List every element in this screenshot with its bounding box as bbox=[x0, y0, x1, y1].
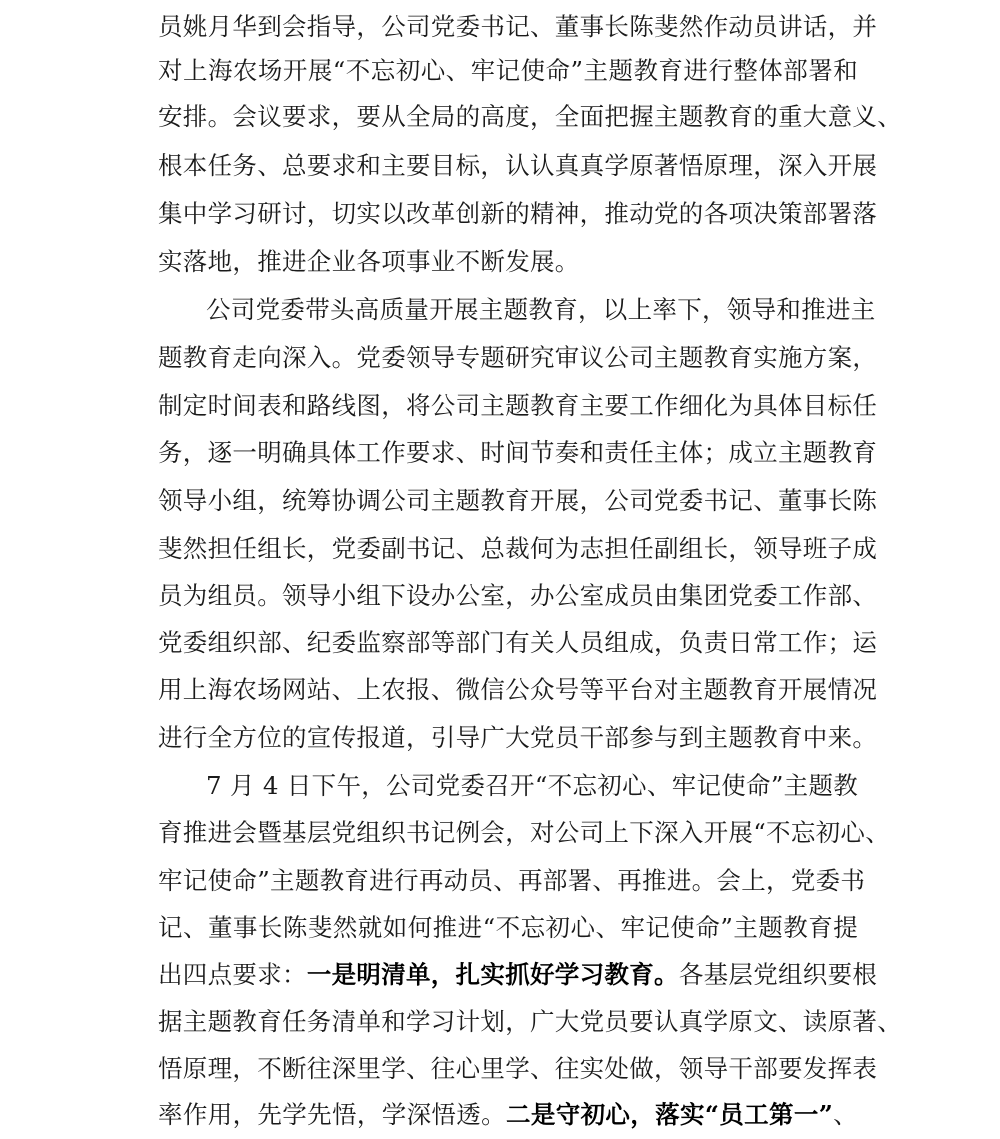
paragraph-3-line-6: 据主题教育任务清单和学习计划，广大党员要认真学原文、读原著、 bbox=[158, 1007, 902, 1036]
line-text-bold: 二是守初心，落实“员工第一” bbox=[506, 1100, 834, 1129]
paragraph-1-line-5: 集中学习研讨，切实以改革创新的精神，推动党的各项决策部署落 bbox=[158, 199, 878, 228]
line-text-normal: 率作用，先学先悟，学深悟透。 bbox=[158, 1100, 506, 1129]
paragraph-2-line-3: 制定时间表和路线图，将公司主题教育主要工作细化为具体目标任 bbox=[158, 391, 878, 420]
paragraph-2-line-8: 党委组织部、纪委监察部等部门有关人员组成，负责日常工作；运 bbox=[158, 628, 878, 657]
paragraph-2-line-6: 斐然担任组长，党委副书记、总裁何为志担任副组长，领导班子成 bbox=[158, 534, 878, 563]
paragraph-2-line-9: 用上海农场网站、上农报、微信公众号等平台对主题教育开展情况 bbox=[158, 675, 878, 704]
line-text-normal: 、 bbox=[833, 1100, 858, 1129]
line-text-normal: 出四点要求： bbox=[158, 960, 307, 989]
paragraph-1-line-6: 实落地，推进企业各项事业不断发展。 bbox=[158, 247, 580, 276]
line-text-normal: 各基层党组织要根 bbox=[678, 960, 878, 989]
paragraph-2-line-10: 进行全方位的宣传报道，引导广大党员干部参与到主题教育中来。 bbox=[158, 723, 878, 752]
paragraph-1-line-2: 对上海农场开展“不忘初心、牢记使命”主题教育进行整体部署和 bbox=[158, 56, 858, 85]
paragraph-3-line-1: 7 月 4 日下午，公司党委召开“不忘初心、牢记使命”主题教 bbox=[206, 771, 859, 800]
paragraph-3-line-5 bbox=[158, 953, 878, 997]
paragraph-3-line-3: 牢记使命”主题教育进行再动员、再部署、再推进。会上，党委书 bbox=[158, 866, 866, 895]
paragraph-2-line-4: 务，逐一明确具体工作要求、时间节奏和责任主体；成立主题教育 bbox=[158, 438, 878, 467]
paragraph-2-line-7: 员为组员。领导小组下设办公室，办公室成员由集团党委工作部、 bbox=[158, 581, 878, 610]
paragraph-3-line-8 bbox=[158, 1093, 858, 1137]
paragraph-1-line-1: 员姚月华到会指导，公司党委书记、董事长陈斐然作动员讲话，并 bbox=[158, 12, 878, 41]
paragraph-1-line-3: 安排。会议要求，要从全局的高度，全面把握主题教育的重大意义、 bbox=[158, 102, 902, 131]
paragraph-3-line-7: 悟原理，不断往深里学、往心里学、往实处做，领导干部要发挥表 bbox=[158, 1054, 878, 1083]
paragraph-3-line-4: 记、董事长陈斐然就如何推进“不忘初心、牢记使命”主题教育提 bbox=[158, 913, 858, 942]
paragraph-2-line-2: 题教育走向深入。党委领导专题研究审议公司主题教育实施方案， bbox=[158, 343, 878, 372]
paragraph-2-line-1: 公司党委带头高质量开展主题教育，以上率下，领导和推进主 bbox=[206, 295, 876, 324]
line-text-bold: 一是明清单，扎实抓好学习教育。 bbox=[306, 960, 679, 989]
paragraph-2-line-5: 领导小组，统筹协调公司主题教育开展，公司党委书记、董事长陈 bbox=[158, 486, 878, 515]
paragraph-3-line-2: 育推进会暨基层党组织书记例会，对公司上下深入开展“不忘初心、 bbox=[158, 818, 891, 847]
paragraph-1-line-4: 根本任务、总要求和主要目标，认认真真学原著悟原理，深入开展 bbox=[158, 151, 878, 180]
